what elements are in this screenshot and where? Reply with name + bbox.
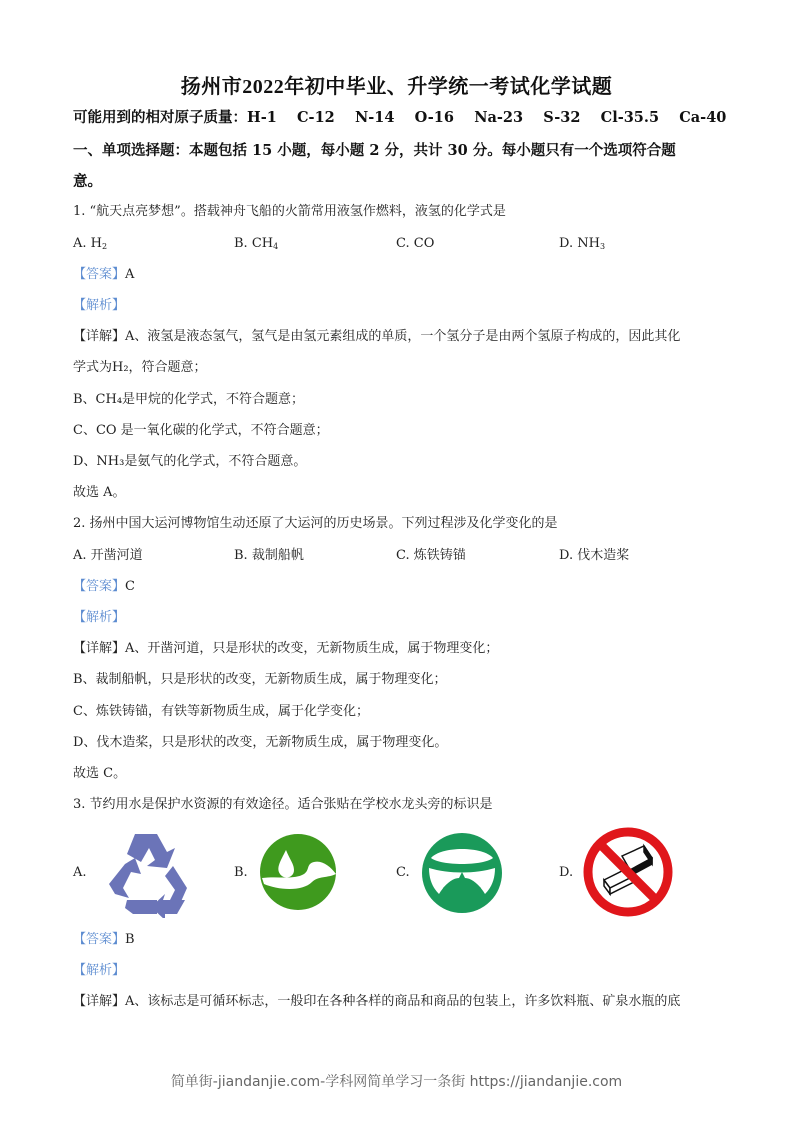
atomic-mass-item: Cl-35.5 xyxy=(600,109,660,126)
detail-label: 【详解】 xyxy=(73,641,126,656)
atomic-mass-item: S-32 xyxy=(543,109,581,126)
answer-value: B xyxy=(125,932,135,947)
atomic-mass-item: C-12 xyxy=(297,109,335,126)
question-2-detail-line: 【详解】A、开凿河道，只是形状的改变，无新物质生成，属于物理变化； xyxy=(73,641,499,656)
question-1-option-a: A. $H_2$ xyxy=(73,236,108,251)
question-1-conclusion: 故选 A。 xyxy=(73,485,126,500)
answer-label: 【答案】 xyxy=(73,267,126,282)
question-1-detail-line: C、CO 是一氧化碳的化学式，不符合题意； xyxy=(73,423,329,438)
question-1-detail-line: D、NH₃是氨气的化学式，不符合题意。 xyxy=(73,454,307,469)
section-heading-line-1: 一、单项选择题：本题包括 15 小题，每小题 2 分，共计 30 分。每小题只有一个选项符合题 xyxy=(73,142,676,159)
question-1-option-d: D. $NH_3$ xyxy=(559,236,606,251)
question-3-option-b-label: B. xyxy=(234,865,248,880)
water-saving-icon xyxy=(258,832,338,912)
recycle-symbol-icon xyxy=(105,828,195,918)
question-3-option-c-label: C. xyxy=(396,865,410,880)
atomic-mass-item: H-1 xyxy=(247,109,277,126)
question-1-option-c: C. CO xyxy=(396,236,435,251)
section-heading-line-2: 意。 xyxy=(73,173,102,190)
detail-label: 【详解】 xyxy=(73,329,126,344)
answer-value: A xyxy=(125,267,135,282)
atomic-mass-item: Na-23 xyxy=(474,109,524,126)
question-3-detail-line: 【详解】A、该标志是可循环标志，一般印在各种各样的商品和商品的包装上，许多饮料瓶、矿泉水瓶的底 xyxy=(73,994,681,1009)
detail-label: 【详解】 xyxy=(73,994,126,1009)
question-2-detail-line: C、炼铁铸锚，有铁等新物质生成，属于化学变化； xyxy=(73,704,369,719)
question-2-option-b: B. 裁制船帆 xyxy=(234,548,304,563)
question-3-option-d-label: D. xyxy=(559,865,574,880)
answer-label: 【答案】 xyxy=(73,932,126,947)
question-3-answer xyxy=(73,932,135,948)
question-1-option-b: B. $CH_4$ xyxy=(234,236,279,251)
footer-watermark: 简单街-jiandanjie.com-学科网简单学习一条街 https://jiandanjie.com xyxy=(170,1074,623,1090)
question-2-answer xyxy=(73,579,135,595)
question-3-option-a-label: A. xyxy=(73,865,87,880)
question-2-option-c: C. 炼铁铸锚 xyxy=(396,548,466,563)
no-matches-icon xyxy=(582,826,674,918)
question-1-detail-line: 学式为H₂，符合题意； xyxy=(73,360,207,375)
green-food-icon xyxy=(421,832,503,914)
question-2-option-d: D. 伐木造桨 xyxy=(559,548,630,563)
atomic-masses-label: 可能用到的相对原子质量： xyxy=(73,109,247,126)
question-2-conclusion: 故选 C。 xyxy=(73,766,127,781)
question-1-detail-line: 【详解】A、液氢是液态氢气，氢气是由氢元素组成的单质，一个氢分子是由两个氢原子构成的，因此其化 xyxy=(73,329,681,344)
question-2-detail-line: B、裁制船帆，只是形状的改变，无新物质生成，属于物理变化； xyxy=(73,672,447,687)
answer-value: C xyxy=(125,579,135,594)
question-1-stem: 1. “航天点亮梦想”。搭载神舟飞船的火箭常用液氢作燃料，液氢的化学式是 xyxy=(73,204,506,219)
question-2-option-a: A. 开凿河道 xyxy=(73,548,143,563)
atomic-masses-line xyxy=(73,110,726,126)
question-2-stem: 2. 扬州中国大运河博物馆生动还原了大运河的历史场景。下列过程涉及化学变化的是 xyxy=(73,516,558,531)
question-3-analysis-label: 【解析】 xyxy=(73,963,126,978)
question-2-analysis-label: 【解析】 xyxy=(73,610,126,625)
question-1-analysis-label: 【解析】 xyxy=(73,298,126,313)
question-1-answer xyxy=(73,267,134,283)
page-title: 扬州市2022年初中毕业、升学统一考试化学试题 xyxy=(180,76,613,98)
question-3-stem: 3. 节约用水是保护水资源的有效途径。适合张贴在学校水龙头旁的标识是 xyxy=(73,797,493,812)
question-2-detail-line: D、伐木造桨，只是形状的改变，无新物质生成，属于物理变化。 xyxy=(73,735,448,750)
question-1-detail-line: B、CH₄是甲烷的化学式，不符合题意； xyxy=(73,392,305,407)
answer-label: 【答案】 xyxy=(73,579,126,594)
atomic-mass-item: Ca-40 xyxy=(679,109,727,126)
atomic-mass-item: N-14 xyxy=(354,109,395,126)
atomic-mass-item: O-16 xyxy=(414,109,454,126)
